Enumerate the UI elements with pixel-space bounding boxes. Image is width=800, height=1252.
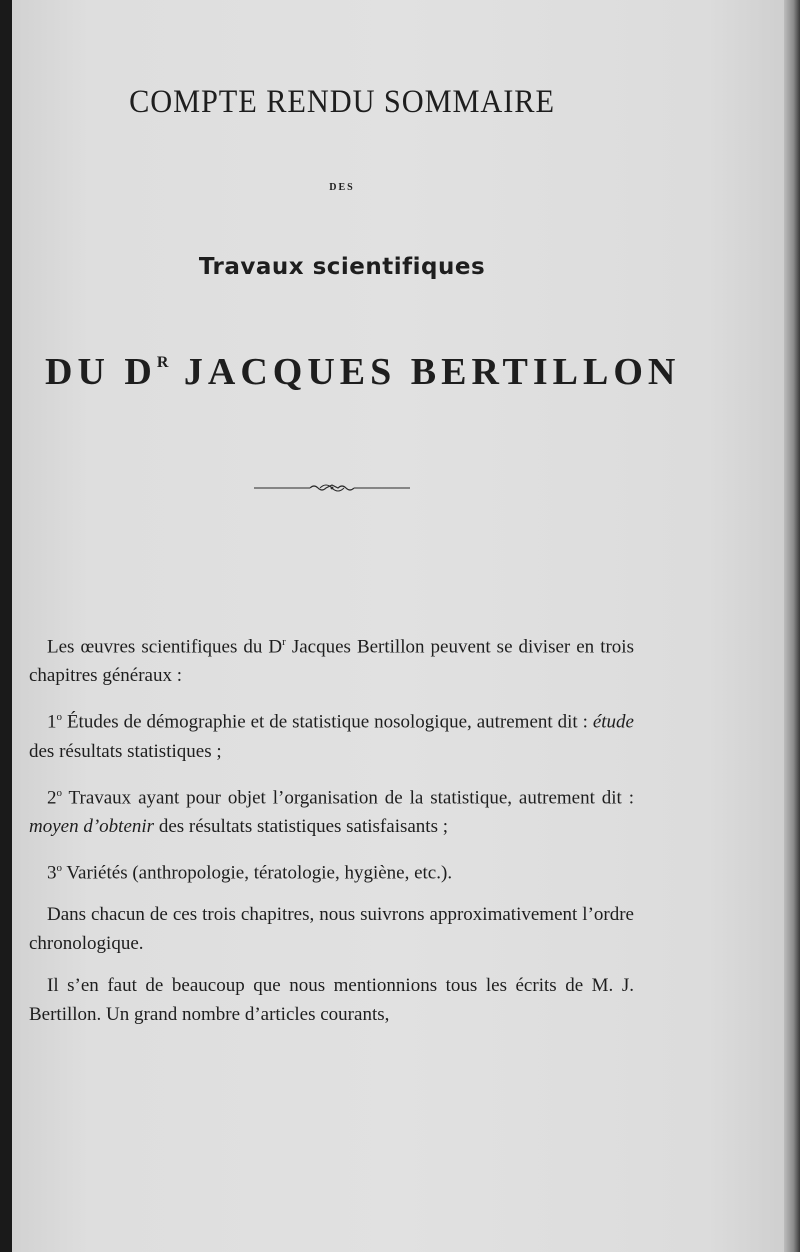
superscript: o: [56, 711, 62, 724]
decorative-rule-icon: [252, 478, 412, 498]
item-number: 3: [47, 862, 57, 884]
item-number: 2: [47, 786, 57, 808]
item-number: 1: [47, 711, 57, 733]
superscript: o: [56, 861, 62, 874]
text-run: des résultats statistiques ;: [29, 740, 222, 762]
superscript: o: [56, 786, 62, 799]
italic-text: moyen d’obtenir: [29, 815, 155, 837]
text-run: Jacques Bertillon peuvent se diviser en trois chapitres généraux :: [29, 636, 634, 687]
author-prefix: DU D: [45, 351, 157, 393]
paragraph-item-3: [29, 854, 634, 887]
document-title: COMPTE RENDU SOMMAIRE: [129, 84, 555, 120]
title-connector: DES: [329, 182, 355, 193]
paragraph-intro: [29, 628, 634, 690]
text-run: Travaux ayant pour objet l’organisation de la statistique, autrement dit :: [62, 786, 634, 808]
author-title-abbrev: R: [156, 354, 170, 371]
paragraph-method: Dans chacun de ces trois chapitres, nous suivrons approximativement l’ordre chronologique.: [29, 904, 634, 955]
author-name: JACQUES BERTILLON: [169, 351, 681, 393]
text-run: Variétés (anthropologie, tératologie, hygiène, etc.).: [62, 862, 453, 884]
paragraph-item-2: [29, 779, 634, 841]
author-name-heading: [45, 350, 681, 394]
paragraph-item-1: [29, 703, 634, 765]
italic-text: étude: [592, 711, 634, 733]
body-text: [29, 628, 634, 1042]
superscript: r: [282, 636, 286, 648]
document-page: [12, 0, 784, 1252]
text-run: Études de démographie et de statistique nosologique, autrement dit :: [62, 711, 593, 733]
text-run: des résultats statistiques satisfaisants ;: [154, 815, 448, 837]
text-run: Les œuvres scientifiques du D: [47, 636, 283, 658]
paragraph-scope: Il s’en faut de beaucoup que nous mentionnions tous les écrits de M. J. Bertillon. Un grand nombre d’articles courants,: [29, 975, 634, 1026]
page-edge-shadow: [784, 0, 800, 1252]
document-subtitle: Travaux scientifiques: [198, 254, 486, 280]
